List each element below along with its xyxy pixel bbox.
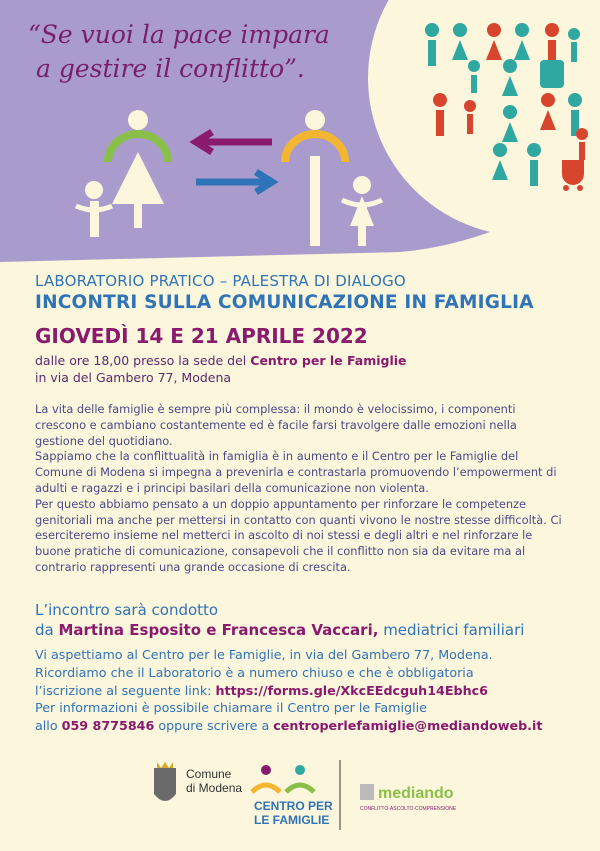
mediando-label: mediando [378, 785, 454, 802]
conductor-names: Martina Esposito e Francesca Vaccari, [58, 621, 379, 639]
info-line-5-prefix: allo [35, 718, 62, 734]
centro-label-1: CENTRO PER [254, 799, 333, 813]
centro-label-2: LE FAMIGLIE [254, 813, 330, 827]
paragraph-3: Per questo abbiamo pensato a un doppio appuntamento per rinforzare le competenze genitoriali ma anche per mettersi in contatto con quanti vivono le nostre stesse difficoltà. Ci eserciteremo insieme nel metterci in ascolto di noi stessi e degli altri e nel rinforzare le buone pratiche di comunicazione, consapevoli che il conflitto non sia da evitare ma al contrario rappresenti una grande occasione di crescita. [35, 496, 562, 574]
venue-name: Centro per le Famiglie [250, 353, 407, 368]
conductors-prefix: da [35, 621, 59, 639]
event-location [35, 352, 407, 386]
info-line-5-middle: oppure scrivere a [154, 718, 274, 734]
contact-info [35, 646, 575, 735]
comune-di-modena-logo [154, 762, 242, 801]
info-line-1: Vi aspettiamo al Centro per le Famiglie, in via del Gambero 77, Modena. [35, 647, 493, 662]
quote-line-2: a gestire il conflitto”. [36, 54, 305, 83]
address-text: in via del Gambero 77, Modena [35, 370, 232, 385]
mediando-logo [360, 784, 457, 812]
paragraph-1: La vita delle famiglie è sempre più complessa: il mondo è velocissimo, i componenti crescono e cambiano costantemente ed è facile farsi travolgere dalle emozioni nella gestione del quotidiano. [35, 402, 517, 448]
conductors [35, 600, 524, 640]
time-text: dalle ore 18,00 presso la sede del [35, 353, 251, 368]
paragraph-2: Sappiamo che la conflittualità in famiglia è in aumento e il Centro per le Famiglie del Comune di Modena si impegna a prevenirla e contrastarla promuovendo l’empowerment di adulti e ragazzi e i principi basilari della comunicazione non violenta. [35, 449, 557, 495]
registration-link[interactable]: https://forms.gle/XkcEEdcguh14Ebhc6 [215, 682, 489, 698]
info-line-3: l’iscrizione al seguente link: [35, 682, 216, 698]
info-line-4: Per informazioni è possibile chiamare il Centro per le Famiglie [35, 700, 427, 716]
info-line-2: Ricordiamo che il Laboratorio è a numero chiuso e che è obbligatoria [35, 664, 474, 680]
centro-per-le-famiglie-logo [252, 765, 333, 827]
conductor-role: mediatrici familiari [378, 621, 525, 639]
phone-number[interactable]: 059 8775846 [61, 718, 155, 734]
quote-line-1: “Se vuoi la pace impara [28, 20, 330, 49]
comune-label-2: di Modena [186, 781, 243, 795]
description [35, 402, 565, 576]
comune-label-1: Comune [186, 767, 232, 781]
footer-logos [0, 748, 600, 851]
section-label: LABORATORIO PRATICO – PALESTRA DI DIALOGO [35, 272, 406, 290]
conductors-intro: L’incontro sarà condotto [35, 601, 219, 619]
mediando-tagline: CONFLITTO·ASCOLTO·COMPRENSIONE [360, 806, 457, 812]
event-title: INCONTRI SULLA COMUNICAZIONE IN FAMIGLIA [35, 292, 534, 313]
quote [28, 18, 358, 86]
event-date: GIOVEDÌ 14 E 21 APRILE 2022 [35, 324, 368, 348]
email-link[interactable]: centroperlefamiglie@mediandoweb.it [273, 718, 543, 734]
